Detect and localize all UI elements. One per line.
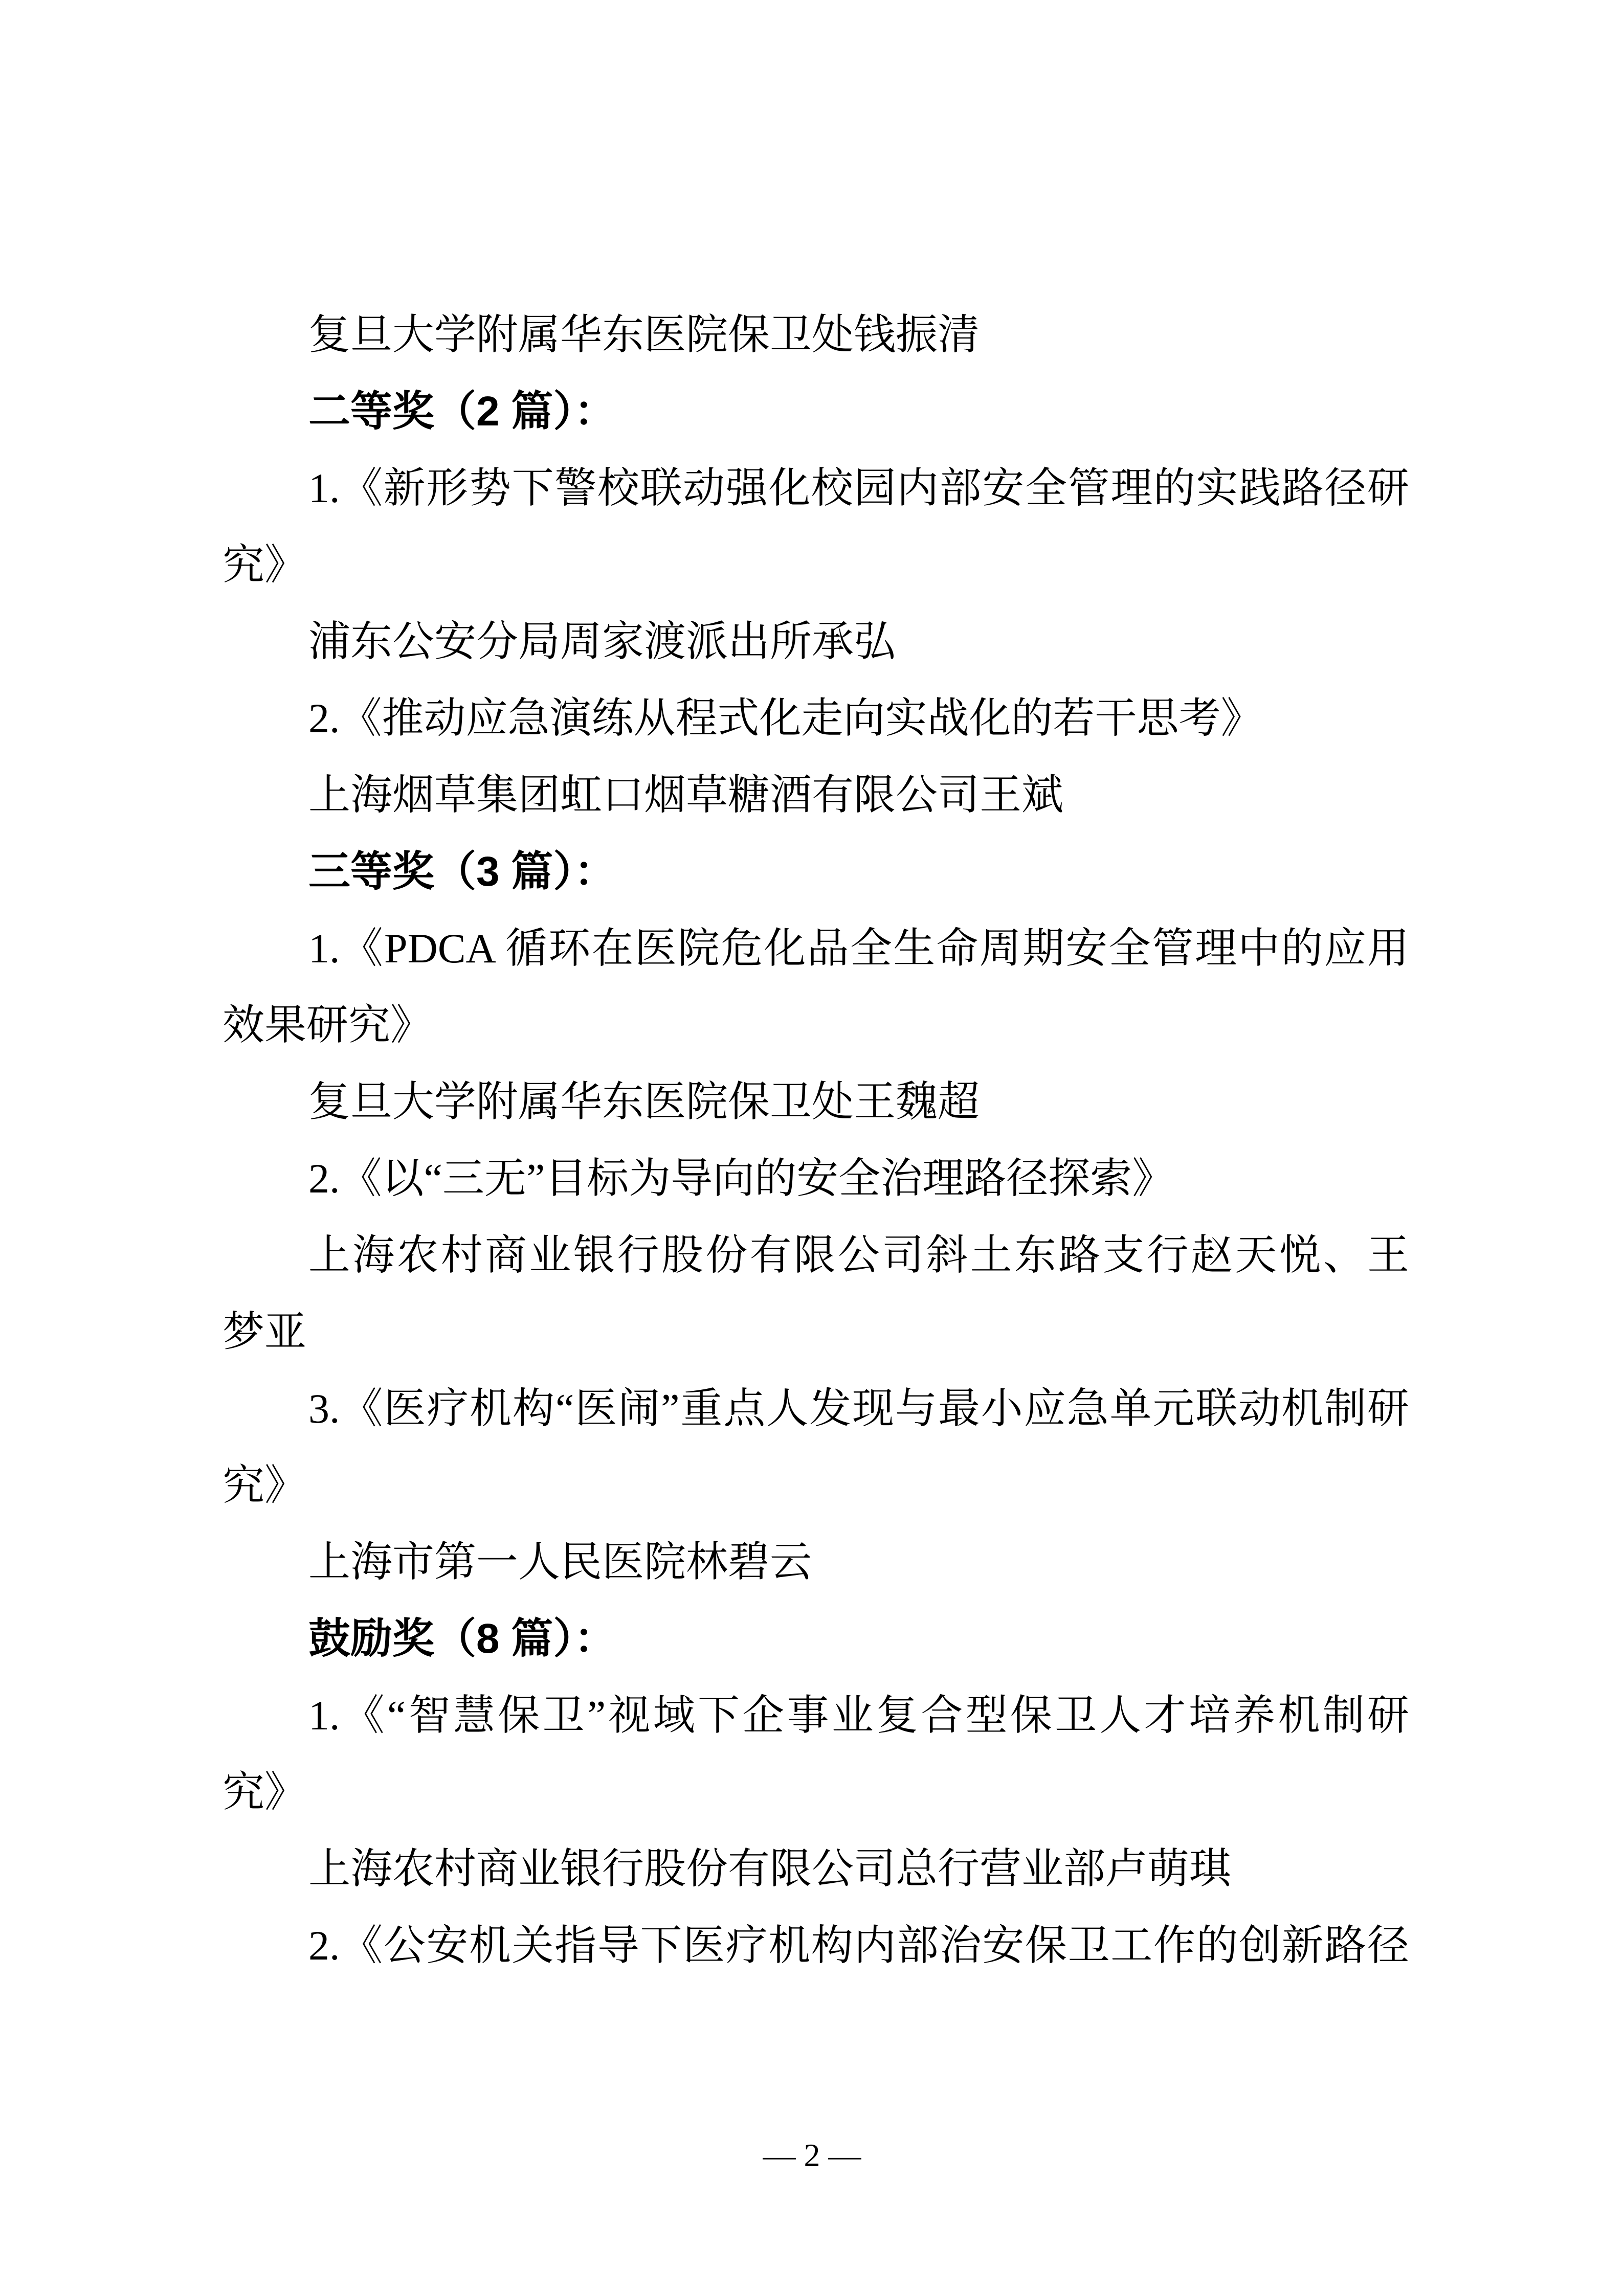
document-line: 2.《以“三无”目标为导向的安全治理路径探索》 [308,1155,1174,1202]
document-body [223,297,1409,1984]
document-line: 1.《“智慧保卫”视域下企事业复合型保卫人才培养机制研 [308,1692,1409,1739]
document-line: 浦东公安分局周家渡派出所承弘 [308,618,896,665]
document-line: 复旦大学附属华东医院保卫处钱振清 [308,311,980,358]
document-line: 复旦大学附属华东医院保卫处王魏超 [308,1078,980,1125]
document-line: 究》 [223,542,307,588]
document-line: 2.《推动应急演练从程式化走向实战化的若干思考》 [308,695,1263,741]
document-line: 上海农村商业银行股份有限公司总行营业部卢萌琪 [308,1845,1232,1892]
document-line: 3.《医疗机构“医闹”重点人发现与最小应急单元联动机制研 [308,1385,1409,1432]
document-line: 效果研究》 [223,1002,433,1048]
page-number: — 2 — [763,2137,861,2173]
document-line: 上海烟草集团虹口烟草糖酒有限公司王斌 [308,772,1064,818]
document-line: 上海市第一人民医院林碧云 [308,1539,812,1585]
document-line: 2.《公安机关指导下医疗机构内部治安保卫工作的创新路径 [308,1922,1409,1969]
document-line: 究》 [223,1462,307,1509]
document-line: 梦亚 [223,1309,307,1355]
page-footer [0,2137,1624,2173]
document-line: 上海农村商业银行股份有限公司斜土东路支行赵天悦、王 [308,1232,1409,1278]
document-line: 1.《PDCA 循环在医院危化品全生命周期安全管理中的应用 [308,925,1409,972]
document-line: 鼓励奖（8 篇）： [308,1615,616,1662]
document-line: 三等奖（3 篇）： [308,848,616,895]
document-line: 1.《新形势下警校联动强化校园内部安全管理的实践路径研 [308,465,1409,511]
document-line: 二等奖（2 篇）： [308,388,616,435]
document-line: 究》 [223,1769,307,1815]
